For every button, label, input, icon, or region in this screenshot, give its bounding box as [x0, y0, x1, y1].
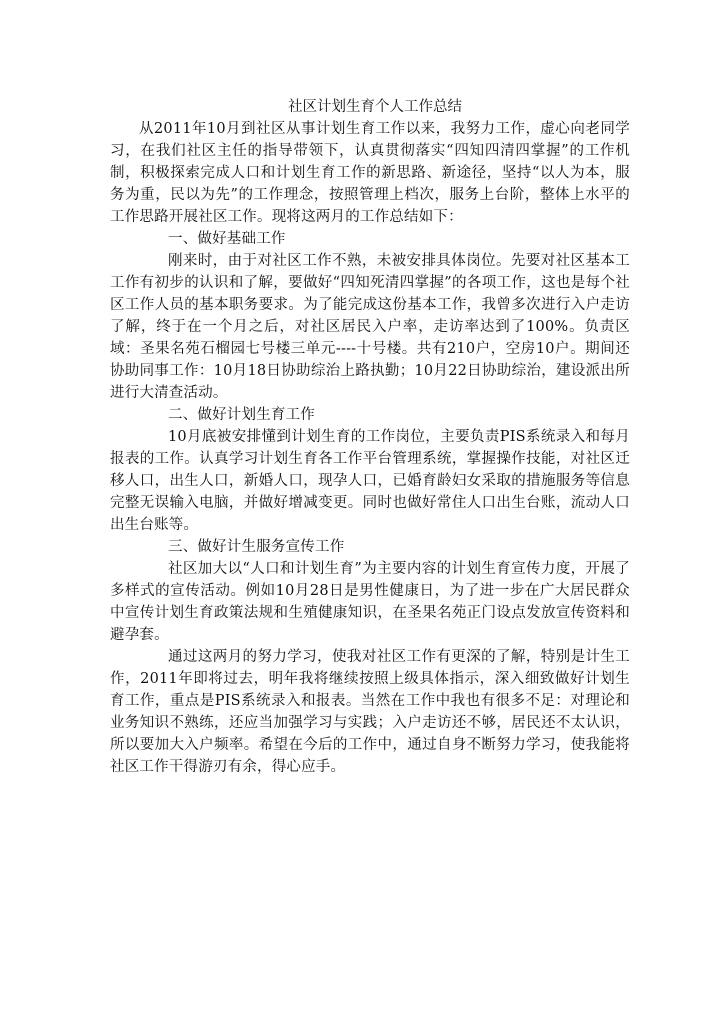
section-2-heading: 二、做好计划生育工作	[168, 407, 315, 423]
conclusion-paragraph: 通过这两月的努力学习，使我对社区工作有更深的了解，特别是计生工作，2011年即将过去，明年我将继续按照上级具体指示，深入细致做好计划生育工作，重点是PIS系统录入和报表。当然在工作中我也有很多不足：对理论和业务知识不熟练，还应当加强学习与实践；入户走访还不够，居民还不太认识，所以要加大入户频率。希望在今后的工作中，通过自身不断努力学习，使我能将社区工作干得游刃有余，得心应手。	[110, 649, 630, 775]
section-1-heading: 一、做好基础工作	[168, 231, 286, 247]
section-1-body: 刚来时，由于对社区工作不熟，未被安排具体岗位。先要对社区基本工工作有初步的认识和了解，要做好“四知死清四掌握”的各项工作，这也是每个社区工作人员的基本职务要求。为了能完成这份基本工作，我曾多次进行入户走访了解，终于在一个月之后，对社区居民入户率，走访率达到了100%。负责区域：圣果名苑石榴园七号楼三单元----十号楼。共有210户，空房10户。期间还协助同事工作：10月18日协助综治上路执勤；10月22日协助综治，建设派出所进行大清查活动。	[110, 253, 630, 401]
document-title: 社区计划生育个人工作总结	[288, 99, 462, 115]
section-3-heading: 三、做好计生服务宣传工作	[168, 539, 345, 555]
section-3-body: 社区加大以“人口和计划生育”为主要内容的计划生育宣传力度，开展了多样式的宣传活动。例如10月28日是男性健康日，为了进一步在广大居民群众中宣传计划生育政策法规和生殖健康知识，在圣果名苑正门设点发放宣传资料和避孕套。	[110, 561, 630, 643]
intro-paragraph: 从2011年10月到社区从事计划生育工作以来，我努力工作，虚心向老同学习，在我们社区主任的指导带领下，认真贯彻落实“四知四清四掌握”的工作机制，积极探索完成人口和计划生育工作的新思路、新途径，坚持“以人为本，服务为重，民以为先”的工作理念，按照管理上档次，服务上台阶，整体上水平的工作思路开展社区工作。现将这两月的工作总结如下：	[110, 121, 630, 225]
section-2-body: 10月底被安排懂到计划生育的工作岗位，主要负责PIS系统录入和每月报表的工作。认真学习计划生育各工作平台管理系统，掌握操作技能，对社区迁移人口，出生人口，新婚人口，现孕人口，已婚育龄妇女采取的措施服务等信息完整无误输入电脑，并做好增减变更。同时也做好常住人口出生台账，流动人口出生台账等。	[110, 429, 630, 533]
document-page	[110, 97, 630, 778]
